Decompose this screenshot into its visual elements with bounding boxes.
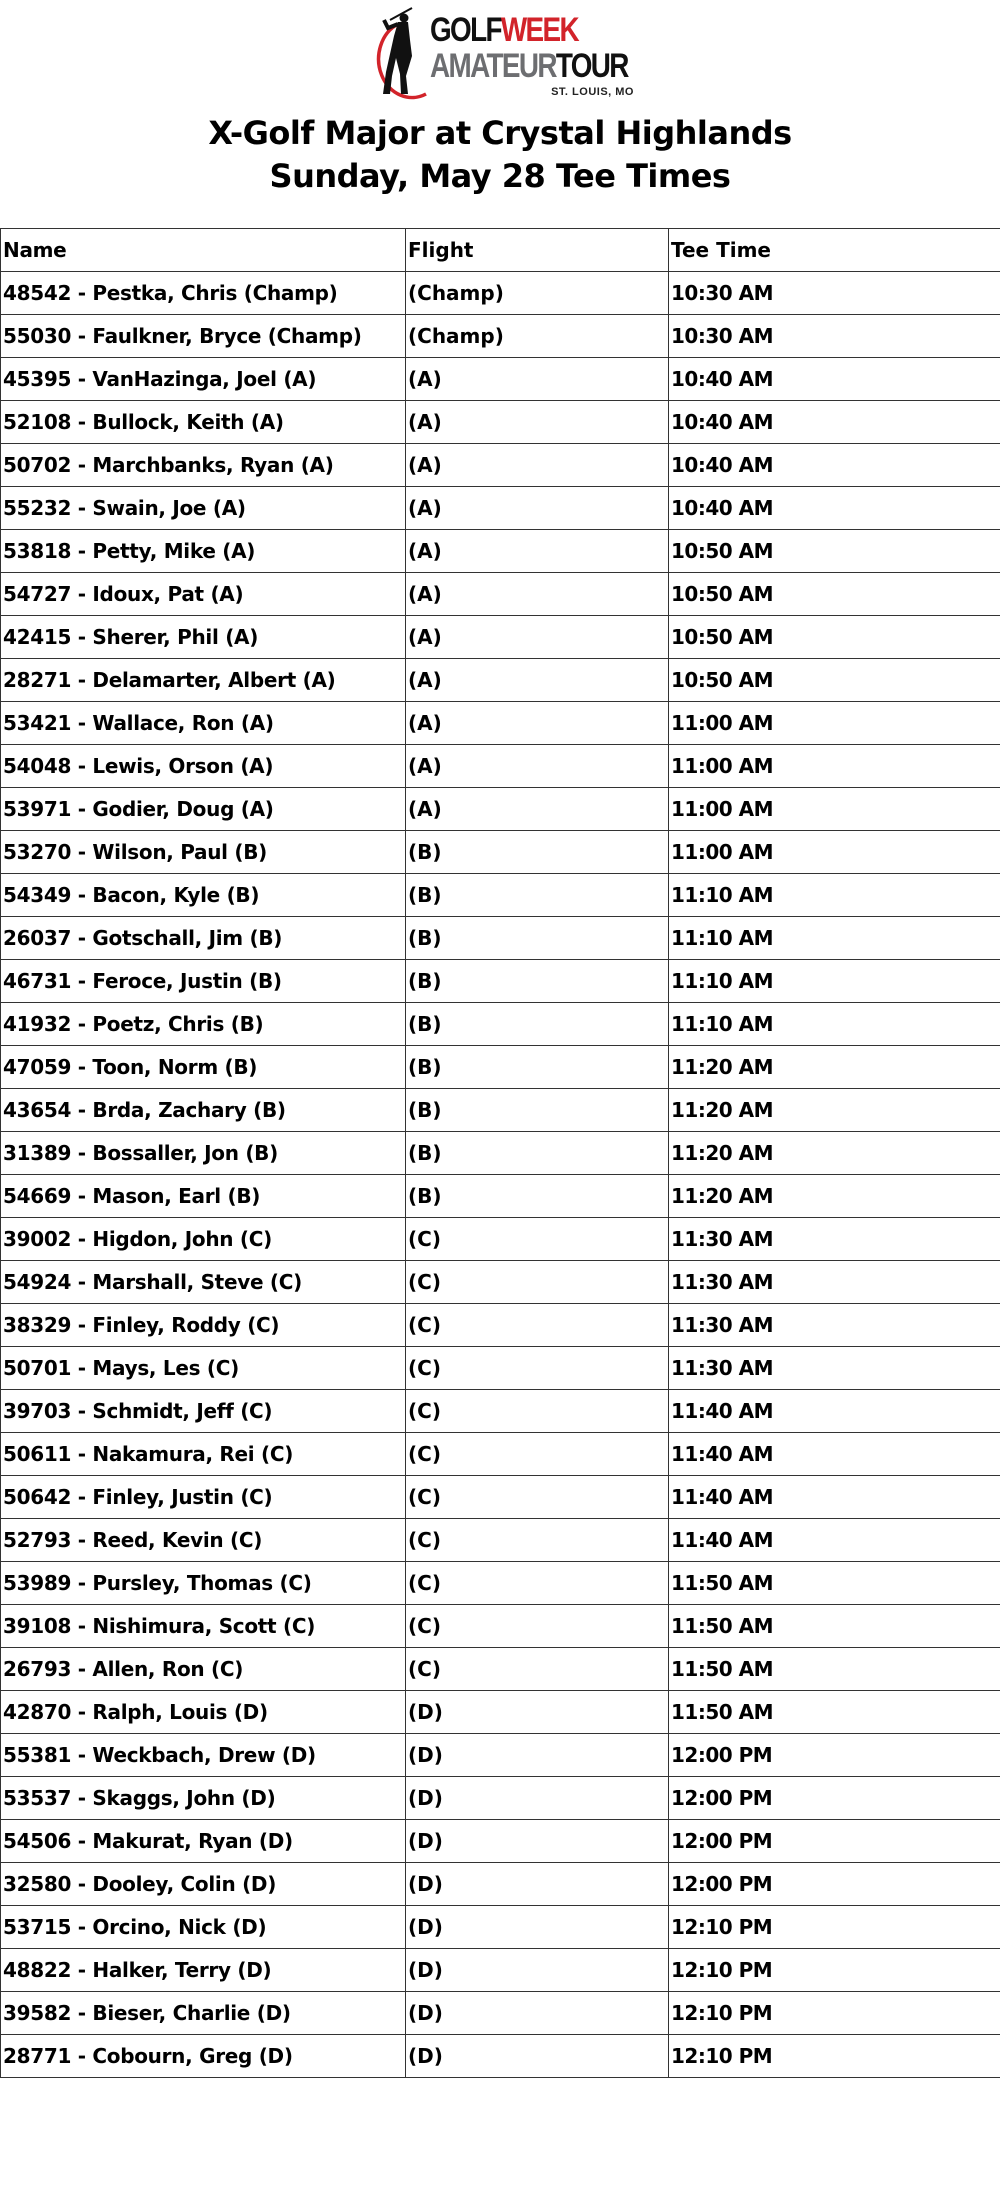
player-name-cell: 50611 - Nakamura, Rei (C) bbox=[1, 1433, 406, 1476]
flight-cell: (C) bbox=[406, 1476, 669, 1519]
player-name-cell: 38329 - Finley, Roddy (C) bbox=[1, 1304, 406, 1347]
player-name-cell: 48542 - Pestka, Chris (Champ) bbox=[1, 272, 406, 315]
table-row bbox=[1, 315, 1000, 358]
tee-time-cell: 11:00 AM bbox=[669, 831, 1000, 874]
player-name-cell: 28771 - Cobourn, Greg (D) bbox=[1, 2035, 406, 2078]
table-row bbox=[1, 788, 1000, 831]
tee-time-cell: 12:00 PM bbox=[669, 1863, 1000, 1906]
player-name-cell: 46731 - Feroce, Justin (B) bbox=[1, 960, 406, 1003]
player-name-cell: 53715 - Orcino, Nick (D) bbox=[1, 1906, 406, 1949]
table-row bbox=[1, 831, 1000, 874]
table-row bbox=[1, 1648, 1000, 1691]
tee-time-cell: 11:10 AM bbox=[669, 960, 1000, 1003]
tee-time-cell: 11:20 AM bbox=[669, 1132, 1000, 1175]
tee-time-cell: 11:00 AM bbox=[669, 702, 1000, 745]
table-row bbox=[1, 616, 1000, 659]
tee-time-cell: 10:30 AM bbox=[669, 315, 1000, 358]
player-name-cell: 54349 - Bacon, Kyle (B) bbox=[1, 874, 406, 917]
tee-time-cell: 11:10 AM bbox=[669, 1003, 1000, 1046]
tee-time-cell: 11:10 AM bbox=[669, 874, 1000, 917]
flight-cell: (B) bbox=[406, 831, 669, 874]
table-row bbox=[1, 1304, 1000, 1347]
tee-time-cell: 12:10 PM bbox=[669, 1906, 1000, 1949]
player-name-cell: 55232 - Swain, Joe (A) bbox=[1, 487, 406, 530]
flight-cell: (C) bbox=[406, 1605, 669, 1648]
tee-time-cell: 11:30 AM bbox=[669, 1347, 1000, 1390]
flight-cell: (Champ) bbox=[406, 315, 669, 358]
flight-cell: (D) bbox=[406, 1863, 669, 1906]
flight-cell: (D) bbox=[406, 1949, 669, 1992]
player-name-cell: 50702 - Marchbanks, Ryan (A) bbox=[1, 444, 406, 487]
tee-times-table bbox=[0, 228, 1000, 2078]
table-row bbox=[1, 1863, 1000, 1906]
flight-cell: (D) bbox=[406, 1777, 669, 1820]
table-row bbox=[1, 1261, 1000, 1304]
table-row bbox=[1, 745, 1000, 788]
tee-time-cell: 12:10 PM bbox=[669, 1992, 1000, 2035]
player-name-cell: 52108 - Bullock, Keith (A) bbox=[1, 401, 406, 444]
tee-time-cell: 10:50 AM bbox=[669, 616, 1000, 659]
flight-cell: (B) bbox=[406, 1046, 669, 1089]
flight-cell: (C) bbox=[406, 1261, 669, 1304]
tee-time-cell: 11:30 AM bbox=[669, 1304, 1000, 1347]
flight-cell: (A) bbox=[406, 444, 669, 487]
player-name-cell: 43654 - Brda, Zachary (B) bbox=[1, 1089, 406, 1132]
table-row bbox=[1, 1046, 1000, 1089]
flight-cell: (D) bbox=[406, 1820, 669, 1863]
tee-time-cell: 11:10 AM bbox=[669, 917, 1000, 960]
golfer-silhouette-icon bbox=[368, 6, 438, 102]
table-row bbox=[1, 1992, 1000, 2035]
tee-time-cell: 11:40 AM bbox=[669, 1390, 1000, 1433]
column-header-tee-time: Tee Time bbox=[669, 229, 1000, 272]
flight-cell: (B) bbox=[406, 1132, 669, 1175]
tee-time-cell: 11:30 AM bbox=[669, 1218, 1000, 1261]
flight-cell: (B) bbox=[406, 1089, 669, 1132]
flight-cell: (A) bbox=[406, 702, 669, 745]
table-row bbox=[1, 702, 1000, 745]
tee-time-cell: 12:00 PM bbox=[669, 1777, 1000, 1820]
table-row bbox=[1, 573, 1000, 616]
player-name-cell: 55381 - Weckbach, Drew (D) bbox=[1, 1734, 406, 1777]
tee-time-cell: 10:40 AM bbox=[669, 401, 1000, 444]
player-name-cell: 41932 - Poetz, Chris (B) bbox=[1, 1003, 406, 1046]
page-subtitle: Sunday, May 28 Tee Times bbox=[269, 157, 731, 195]
tee-time-cell: 11:00 AM bbox=[669, 788, 1000, 831]
flight-cell: (C) bbox=[406, 1562, 669, 1605]
flight-cell: (B) bbox=[406, 874, 669, 917]
tee-time-cell: 11:20 AM bbox=[669, 1046, 1000, 1089]
flight-cell: (A) bbox=[406, 487, 669, 530]
flight-cell: (C) bbox=[406, 1519, 669, 1562]
tee-time-cell: 11:00 AM bbox=[669, 745, 1000, 788]
flight-cell: (A) bbox=[406, 530, 669, 573]
player-name-cell: 55030 - Faulkner, Bryce (Champ) bbox=[1, 315, 406, 358]
tee-time-cell: 11:20 AM bbox=[669, 1175, 1000, 1218]
table-row bbox=[1, 1820, 1000, 1863]
table-row bbox=[1, 1003, 1000, 1046]
column-header-flight: Flight bbox=[406, 229, 669, 272]
player-name-cell: 26037 - Gotschall, Jim (B) bbox=[1, 917, 406, 960]
table-row bbox=[1, 401, 1000, 444]
player-name-cell: 48822 - Halker, Terry (D) bbox=[1, 1949, 406, 1992]
table-row bbox=[1, 530, 1000, 573]
tee-time-cell: 11:20 AM bbox=[669, 1089, 1000, 1132]
table-row bbox=[1, 1218, 1000, 1261]
flight-cell: (A) bbox=[406, 659, 669, 702]
logo-golfweek-text: GOLFWEEK bbox=[430, 11, 578, 49]
player-name-cell: 53270 - Wilson, Paul (B) bbox=[1, 831, 406, 874]
logo-location-text: ST. LOUIS, MO bbox=[551, 86, 634, 98]
table-row bbox=[1, 1949, 1000, 1992]
player-name-cell: 53537 - Skaggs, John (D) bbox=[1, 1777, 406, 1820]
table-row bbox=[1, 917, 1000, 960]
player-name-cell: 26793 - Allen, Ron (C) bbox=[1, 1648, 406, 1691]
flight-cell: (C) bbox=[406, 1390, 669, 1433]
flight-cell: (C) bbox=[406, 1218, 669, 1261]
flight-cell: (A) bbox=[406, 358, 669, 401]
player-name-cell: 54924 - Marshall, Steve (C) bbox=[1, 1261, 406, 1304]
tee-time-cell: 11:30 AM bbox=[669, 1261, 1000, 1304]
tee-time-cell: 10:50 AM bbox=[669, 573, 1000, 616]
flight-cell: (A) bbox=[406, 616, 669, 659]
table-row bbox=[1, 1519, 1000, 1562]
flight-cell: (B) bbox=[406, 917, 669, 960]
flight-cell: (C) bbox=[406, 1347, 669, 1390]
player-name-cell: 50701 - Mays, Les (C) bbox=[1, 1347, 406, 1390]
page-title-block bbox=[0, 112, 1000, 198]
flight-cell: (D) bbox=[406, 1992, 669, 2035]
tee-time-cell: 11:50 AM bbox=[669, 1691, 1000, 1734]
player-name-cell: 45395 - VanHazinga, Joel (A) bbox=[1, 358, 406, 401]
tee-time-cell: 10:40 AM bbox=[669, 444, 1000, 487]
flight-cell: (C) bbox=[406, 1648, 669, 1691]
player-name-cell: 53971 - Godier, Doug (A) bbox=[1, 788, 406, 831]
table-row bbox=[1, 659, 1000, 702]
player-name-cell: 47059 - Toon, Norm (B) bbox=[1, 1046, 406, 1089]
tee-time-cell: 11:40 AM bbox=[669, 1519, 1000, 1562]
player-name-cell: 52793 - Reed, Kevin (C) bbox=[1, 1519, 406, 1562]
player-name-cell: 31389 - Bossaller, Jon (B) bbox=[1, 1132, 406, 1175]
table-row bbox=[1, 2035, 1000, 2078]
golfweek-amateur-tour-logo bbox=[368, 6, 640, 102]
table-row bbox=[1, 1562, 1000, 1605]
table-row bbox=[1, 1777, 1000, 1820]
tee-time-cell: 10:50 AM bbox=[669, 659, 1000, 702]
table-row bbox=[1, 1433, 1000, 1476]
table-row bbox=[1, 1605, 1000, 1648]
flight-cell: (A) bbox=[406, 745, 669, 788]
flight-cell: (D) bbox=[406, 1906, 669, 1949]
player-name-cell: 50642 - Finley, Justin (C) bbox=[1, 1476, 406, 1519]
player-name-cell: 39582 - Bieser, Charlie (D) bbox=[1, 1992, 406, 2035]
tee-time-cell: 11:40 AM bbox=[669, 1433, 1000, 1476]
flight-cell: (B) bbox=[406, 1175, 669, 1218]
player-name-cell: 54669 - Mason, Earl (B) bbox=[1, 1175, 406, 1218]
player-name-cell: 53818 - Petty, Mike (A) bbox=[1, 530, 406, 573]
tee-time-cell: 12:00 PM bbox=[669, 1820, 1000, 1863]
player-name-cell: 39002 - Higdon, John (C) bbox=[1, 1218, 406, 1261]
table-row bbox=[1, 1089, 1000, 1132]
flight-cell: (Champ) bbox=[406, 272, 669, 315]
tee-time-cell: 11:50 AM bbox=[669, 1562, 1000, 1605]
tee-time-cell: 11:50 AM bbox=[669, 1648, 1000, 1691]
table-row bbox=[1, 272, 1000, 315]
player-name-cell: 42870 - Ralph, Louis (D) bbox=[1, 1691, 406, 1734]
flight-cell: (B) bbox=[406, 960, 669, 1003]
table-row bbox=[1, 1691, 1000, 1734]
table-header-row bbox=[1, 229, 1000, 272]
column-header-name: Name bbox=[1, 229, 406, 272]
tee-time-cell: 12:10 PM bbox=[669, 2035, 1000, 2078]
tee-time-cell: 10:50 AM bbox=[669, 530, 1000, 573]
player-name-cell: 54727 - Idoux, Pat (A) bbox=[1, 573, 406, 616]
page-title: X-Golf Major at Crystal Highlands bbox=[208, 114, 792, 152]
tee-time-cell: 10:30 AM bbox=[669, 272, 1000, 315]
tee-times-table-body bbox=[1, 272, 1000, 2078]
player-name-cell: 39703 - Schmidt, Jeff (C) bbox=[1, 1390, 406, 1433]
flight-cell: (C) bbox=[406, 1433, 669, 1476]
player-name-cell: 42415 - Sherer, Phil (A) bbox=[1, 616, 406, 659]
player-name-cell: 54506 - Makurat, Ryan (D) bbox=[1, 1820, 406, 1863]
flight-cell: (C) bbox=[406, 1304, 669, 1347]
player-name-cell: 53421 - Wallace, Ron (A) bbox=[1, 702, 406, 745]
logo-amateurtour-text: AMATEURTOUR bbox=[430, 47, 628, 85]
tee-time-cell: 12:10 PM bbox=[669, 1949, 1000, 1992]
tee-time-cell: 10:40 AM bbox=[669, 487, 1000, 530]
tee-time-cell: 12:00 PM bbox=[669, 1734, 1000, 1777]
player-name-cell: 39108 - Nishimura, Scott (C) bbox=[1, 1605, 406, 1648]
table-row bbox=[1, 1347, 1000, 1390]
flight-cell: (A) bbox=[406, 788, 669, 831]
table-row bbox=[1, 1906, 1000, 1949]
table-row bbox=[1, 960, 1000, 1003]
table-row bbox=[1, 1476, 1000, 1519]
player-name-cell: 54048 - Lewis, Orson (A) bbox=[1, 745, 406, 788]
table-row bbox=[1, 874, 1000, 917]
table-row bbox=[1, 1390, 1000, 1433]
flight-cell: (D) bbox=[406, 1691, 669, 1734]
flight-cell: (D) bbox=[406, 1734, 669, 1777]
flight-cell: (A) bbox=[406, 573, 669, 616]
player-name-cell: 53989 - Pursley, Thomas (C) bbox=[1, 1562, 406, 1605]
tee-time-cell: 11:40 AM bbox=[669, 1476, 1000, 1519]
table-row bbox=[1, 444, 1000, 487]
tee-time-cell: 10:40 AM bbox=[669, 358, 1000, 401]
player-name-cell: 32580 - Dooley, Colin (D) bbox=[1, 1863, 406, 1906]
table-row bbox=[1, 1734, 1000, 1777]
flight-cell: (D) bbox=[406, 2035, 669, 2078]
player-name-cell: 28271 - Delamarter, Albert (A) bbox=[1, 659, 406, 702]
flight-cell: (B) bbox=[406, 1003, 669, 1046]
flight-cell: (A) bbox=[406, 401, 669, 444]
table-row bbox=[1, 1175, 1000, 1218]
table-row bbox=[1, 358, 1000, 401]
table-row bbox=[1, 1132, 1000, 1175]
table-row bbox=[1, 487, 1000, 530]
tee-time-cell: 11:50 AM bbox=[669, 1605, 1000, 1648]
